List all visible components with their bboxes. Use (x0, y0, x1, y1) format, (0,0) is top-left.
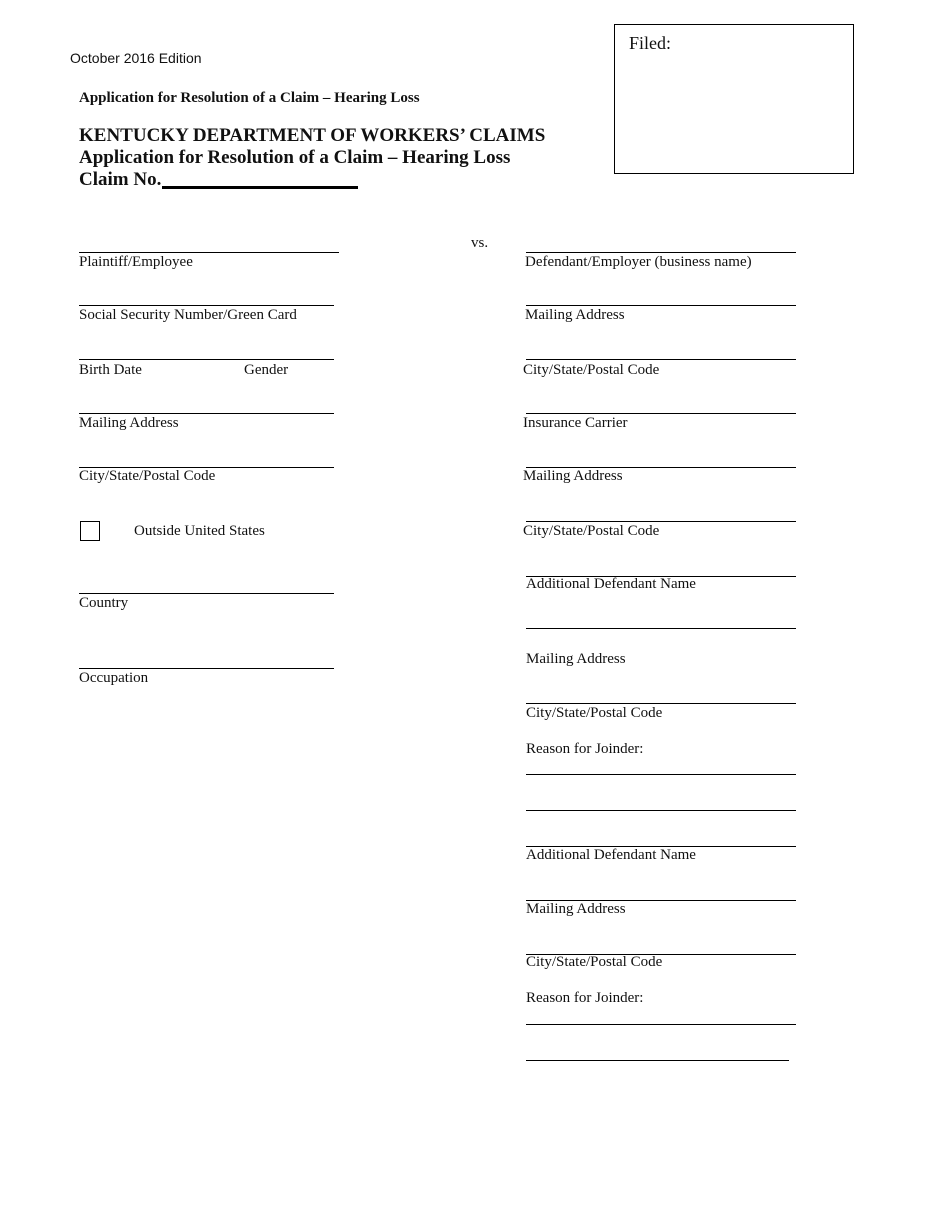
plaintiff-city-state-zip-label: City/State/Postal Code (79, 468, 216, 484)
reason-joinder-1-line-2[interactable] (526, 810, 796, 811)
edition-label: October 2016 Edition (70, 50, 202, 66)
filed-stamp-box (614, 24, 854, 174)
defendant-field[interactable] (526, 252, 796, 253)
reason-joinder-1-label: Reason for Joinder: (526, 741, 644, 757)
claim-no-label: Claim No. (79, 169, 162, 190)
plaintiff-label: Plaintiff/Employee (79, 254, 193, 270)
gender-label: Gender (244, 362, 289, 378)
birth-date-gender-field[interactable] (79, 359, 334, 360)
additional-defendant-1-label: Additional Defendant Name (526, 576, 696, 592)
form-subtitle: Application for Resolution of a Claim – Hearing Loss (79, 90, 420, 106)
plaintiff-mailing-address-field[interactable] (79, 413, 334, 414)
defendant-mailing-address-label: Mailing Address (525, 307, 625, 323)
additional-defendant-1-city-field[interactable] (526, 703, 796, 704)
insurance-carrier-field[interactable] (526, 413, 796, 414)
claim-no-field[interactable] (162, 186, 358, 189)
carrier-mailing-address-label: Mailing Address (523, 468, 623, 484)
additional-defendant-2-label: Additional Defendant Name (526, 847, 696, 863)
reason-joinder-2-label: Reason for Joinder: (526, 990, 644, 1006)
insurance-carrier-label: Insurance Carrier (523, 415, 628, 431)
defendant-city-state-zip-field[interactable] (526, 359, 796, 360)
country-field[interactable] (79, 593, 334, 594)
reason-joinder-2-line-1[interactable] (526, 1024, 796, 1025)
carrier-city-state-zip-field[interactable] (526, 521, 796, 522)
filed-label: Filed: (629, 33, 672, 53)
versus-label: vs. (471, 235, 489, 251)
plaintiff-mailing-address-label: Mailing Address (79, 415, 179, 431)
occupation-field[interactable] (79, 668, 334, 669)
occupation-label: Occupation (79, 670, 149, 686)
birth-date-label: Birth Date (79, 362, 142, 378)
carrier-city-state-zip-label: City/State/Postal Code (523, 523, 660, 539)
defendant-city-state-zip-label: City/State/Postal Code (523, 362, 660, 378)
form-title: Application for Resolution of a Claim – Hearing Loss (79, 147, 511, 168)
additional-defendant-1-mailing-field[interactable] (526, 628, 796, 629)
reason-joinder-2-line-2[interactable] (526, 1060, 789, 1061)
defendant-mailing-address-field[interactable] (526, 305, 796, 306)
department-title: KENTUCKY DEPARTMENT OF WORKERS’ CLAIMS (79, 125, 546, 146)
defendant-label: Defendant/Employer (business name) (525, 254, 752, 270)
plaintiff-field[interactable] (79, 252, 339, 253)
reason-joinder-1-line-1[interactable] (526, 774, 796, 775)
country-label: Country (79, 595, 129, 611)
additional-defendant-2-mailing-label: Mailing Address (526, 901, 626, 917)
outside-us-label: Outside United States (134, 523, 265, 539)
additional-defendant-1-city-label: City/State/Postal Code (526, 705, 663, 721)
additional-defendant-2-city-label: City/State/Postal Code (526, 954, 663, 970)
ssn-label: Social Security Number/Green Card (79, 307, 297, 323)
outside-us-checkbox[interactable] (80, 521, 100, 541)
ssn-field[interactable] (79, 305, 334, 306)
additional-defendant-1-mailing-label: Mailing Address (526, 651, 626, 667)
